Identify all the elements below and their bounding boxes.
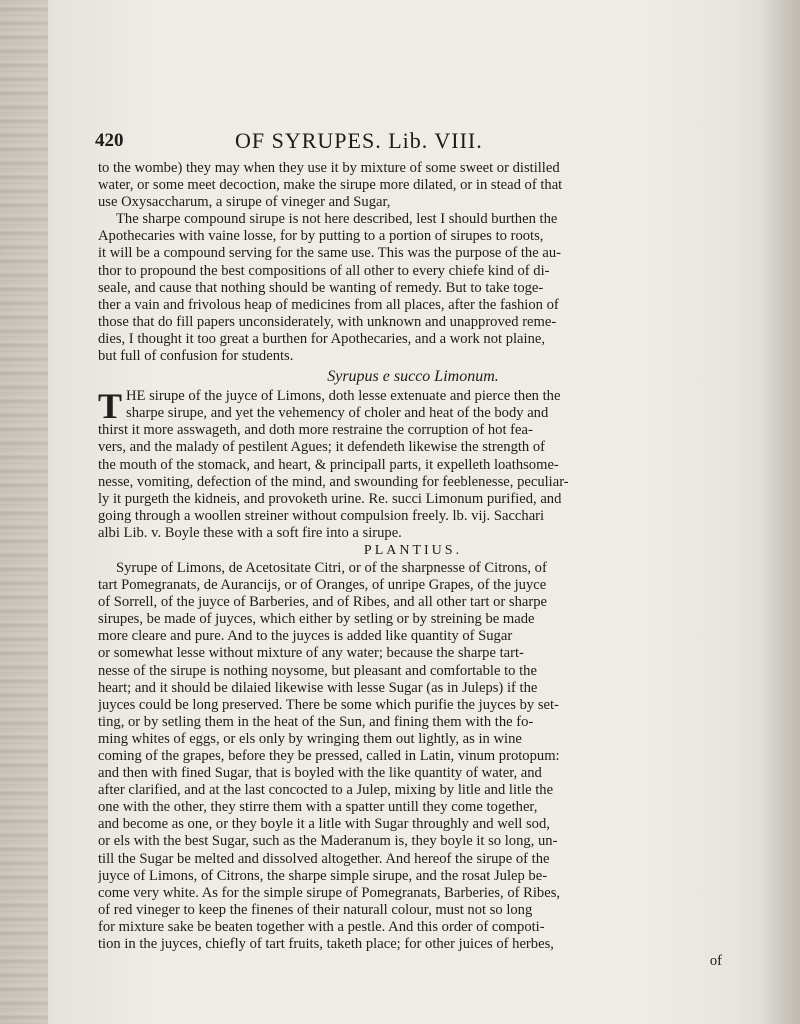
paragraph-4 <box>98 560 728 953</box>
text-line: ting, or by setling them in the heat of the Sun, and fining them with the fo- <box>98 713 534 730</box>
text-line: juyce of Limons, of Citrons, the sharpe simple sirupe, and the rosat Julep be- <box>98 867 548 884</box>
text-line: tart Pomegranats, de Aurancijs, or of Oranges, of unripe Grapes, of the juyce <box>98 577 547 594</box>
running-head <box>95 128 715 158</box>
text-line: vers, and the malady of pestilent Agues; it defendeth likewise the strength of <box>98 439 546 456</box>
text-line: after clarified, and at the last concocted to a Julep, mixing by litle and litle the <box>98 782 554 799</box>
text-line: coming of the grapes, before they be pressed, called in Latin, vinum protopum: <box>98 748 560 764</box>
text-line: thirst it more asswageth, and doth more restraine the corruption of hot fea- <box>98 422 533 439</box>
text-line: sirupes, be made of juyces, which either by setling or by streining be made <box>98 611 535 628</box>
page-edge-right <box>760 0 800 1024</box>
text-line: thor to propound the best compositions of all other to every chiefe kind of di- <box>98 262 550 279</box>
text-line: use Oxysaccharum, a sirupe of vineger and Sugar, <box>98 194 391 211</box>
text-line: albi Lib. v. Boyle these with a soft fire into a sirupe. <box>98 524 402 541</box>
text-line: it will be a compound serving for the same use. This was the purpose of the au- <box>98 245 561 262</box>
text-line: till the Sugar be melted and dissolved altogether. And hereof the sirupe of the <box>98 850 550 867</box>
text-line: seale, and cause that nothing should be wanting of remedy. But to take toge- <box>98 279 544 296</box>
text-line: Apothecaries with vaine losse, for by putting to a portion of sirupes to roots, <box>98 228 544 245</box>
paragraph-2 <box>98 211 728 365</box>
text-line: ly it purgeth the kidneis, and provoketh urine. Re. succi Limonum purified, and <box>98 490 562 507</box>
text-line: HE sirupe of the juyce of Limons, doth lesse extenuate and pierce then the <box>126 388 561 405</box>
text-line: of Sorrell, of the juyce of Barberies, and of Ribes, and all other tart or sharpe <box>98 594 548 611</box>
catchword: of <box>709 953 722 970</box>
text-line: tion in the juyces, chiefly of tart fruits, taketh place; for other juices of herbes, <box>98 936 554 953</box>
text-line: the mouth of the stomack, and heart, & principall parts, it expelleth loathsome- <box>98 456 559 473</box>
text-line: ther a vain and frivolous heap of medicines from all places, after the fashion of <box>98 296 559 313</box>
text-line: for mixture sake be beaten together with a pestle. And this order of compoti- <box>98 918 545 935</box>
text-line: sharpe sirupe, and yet the vehemency of choler and heat of the body and <box>126 405 549 422</box>
section-heading-syrupus: Syrupus e succo Limonum. <box>327 368 499 386</box>
text-line: going through a woollen streiner without compulsion freely. lb. vij. Sacchari <box>98 507 545 524</box>
text-line: and then with fined Sugar, that is boyled with the like quantity of water, and <box>98 765 542 782</box>
paragraph-1 <box>98 160 728 211</box>
drop-cap: T <box>98 386 123 427</box>
text-line: heart; and it should be dilaied likewise with lesse Sugar (as in Juleps) if the <box>98 679 538 696</box>
text-line: those that do fill papers unconsiderately, with unknown and unapproved reme- <box>98 313 557 330</box>
text-line: of red vineger to keep the finenes of their naturall colour, must not so long <box>98 901 533 918</box>
text-line: more cleare and pure. And to the juyces is added like quantity of Sugar <box>98 628 513 645</box>
text-line: but full of confusion for students. <box>98 348 294 365</box>
text-line: water, or some meet decoction, make the sirupe more dilated, or in stead of that <box>98 177 563 194</box>
text-line: dies, I thought it too great a burthen for Apothecaries, and a work not plaine, <box>98 330 546 347</box>
text-line: nesse, vomiting, defection of the mind, and swounding for feeblenesse, peculiar- <box>98 473 569 490</box>
text-line: come very white. As for the simple sirupe of Pomegranats, Barberies, of Ribes, <box>98 884 561 901</box>
text-line: and become as one, or they boyle it a litle with Sugar throughly and well sod, <box>98 816 550 833</box>
page-number: 420 <box>95 130 124 151</box>
paragraph-3 <box>98 388 728 542</box>
text-line: or somewhat lesse without mixture of any water; because the sharpe tart- <box>98 645 524 662</box>
text-line: juyces could be long preserved. There be some which purifie the juyces by set- <box>98 696 559 713</box>
page-gutter-left <box>0 0 48 1024</box>
text-line: nesse of the sirupe is nothing noysome, but pleasant and comfortable to the <box>98 662 537 679</box>
text-block <box>98 160 728 970</box>
text-line: ming whites of eggs, or els only by wringing them out lightly, as in wine <box>98 730 522 747</box>
text-line: The sharpe compound sirupe is not here described, lest I should burthen the <box>116 211 558 228</box>
text-line: to the wombe) they may when they use it by mixture of some sweet or distilled <box>98 160 560 176</box>
text-line: Syrupe of Limons, de Acetositate Citri, or of the sharpnesse of Citrons, of <box>116 559 547 576</box>
text-line: one with the other, they stirre them with a spatter untill they come together, <box>98 799 538 816</box>
running-title: OF SYRUPES. Lib. VIII. <box>235 128 483 153</box>
section-heading-plantius: PLANTIUS. <box>363 542 463 558</box>
text-line: or els with the best Sugar, such as the Maderanum is, they boyle it so long, un- <box>98 833 558 850</box>
